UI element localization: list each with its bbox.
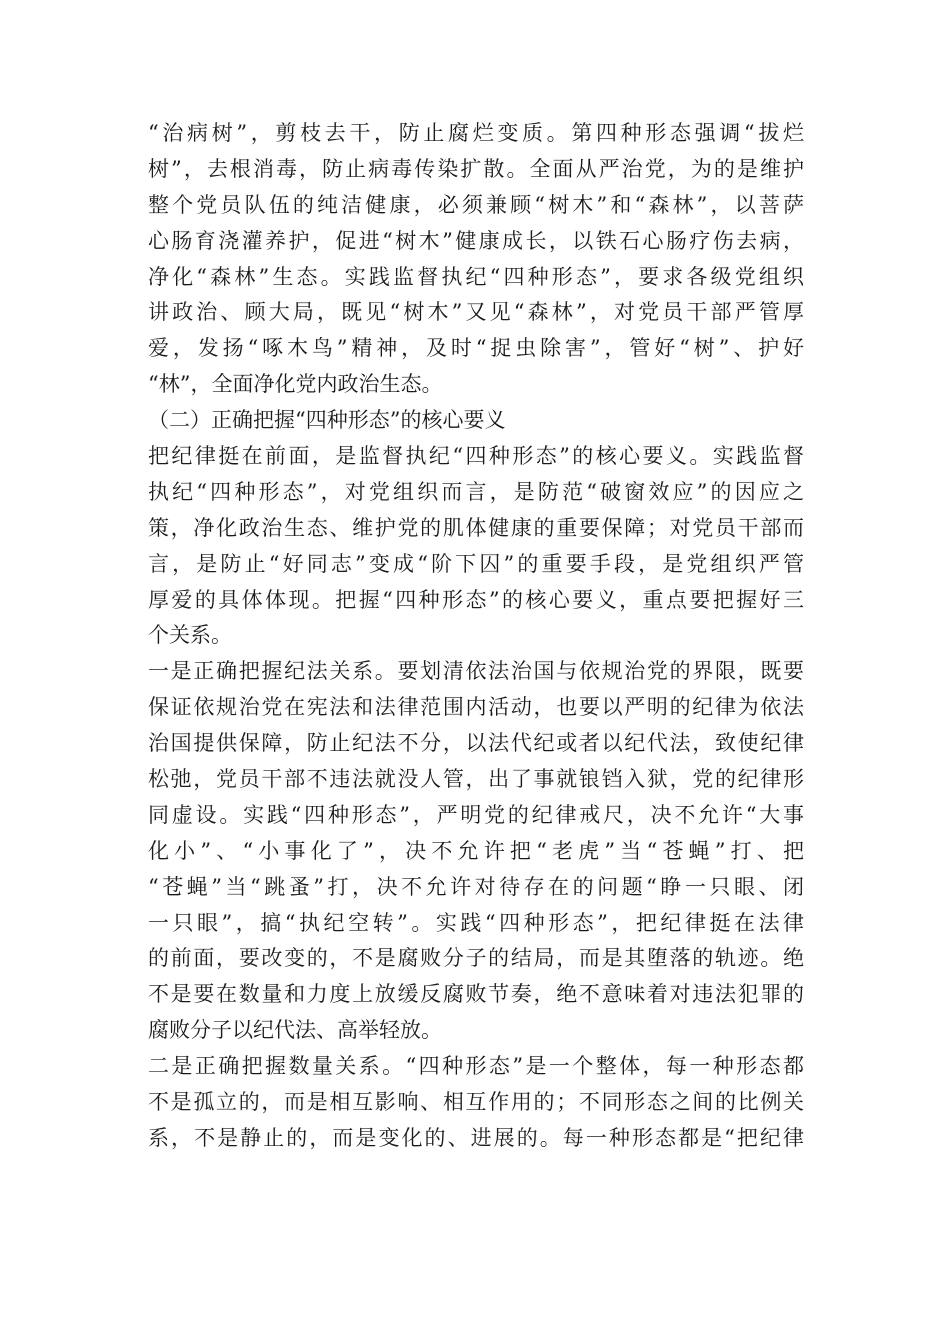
section-heading: （二）正确把握“四种形态”的核心要义 xyxy=(148,408,506,433)
text-line: 的前面，要改变的，不是腐败分子的结局，而是其堕落的轨迹。绝 xyxy=(148,946,804,971)
text-line: 把纪律挺在前面，是监督执纪“四种形态”的核心要义。实践监督 xyxy=(148,444,804,469)
text-line: 策，净化政治生态、维护党的肌体健康的重要保障；对党员干部而 xyxy=(148,515,804,540)
text-line: 松弛，党员干部不违法就没人管，出了事就锒铛入狱，党的纪律形 xyxy=(148,767,804,792)
text-line: 不是孤立的，而是相互影响、相互作用的；不同形态之间的比例关 xyxy=(148,1090,804,1115)
text-line: 一是正确把握纪法关系。要划清依法治国与依规治党的界限，既要 xyxy=(148,659,804,684)
text-line: 化小”、“小事化了”，决不允许把“老虎”当“苍蝇”打、把 xyxy=(148,838,804,863)
text-line: 执纪“四种形态”，对党组织而言，是防范“破窗效应”的因应之 xyxy=(148,479,804,504)
text-line: 净化“森林”生态。实践监督执纪“四种形态”，要求各级党组织 xyxy=(148,264,804,289)
text-line: 讲政治、顾大局，既见“树木”又见“森林”，对党员干部严管厚 xyxy=(148,300,804,325)
text-line: 同虚设。实践“四种形态”，严明党的纪律戒尺，决不允许“大事 xyxy=(148,802,804,827)
text-line: 系，不是静止的，而是变化的、进展的。每一种形态都是“把纪律 xyxy=(148,1125,804,1150)
text-line: 个关系。 xyxy=(148,623,232,648)
text-line: 厚爱的具体体现。把握“四种形态”的核心要义，重点要把握好三 xyxy=(148,587,804,612)
text-line: 心肠育浇灌养护，促进“树木”健康成长，以铁石心肠疗伤去病， xyxy=(148,228,804,253)
text-line: 腐败分子以纪代法、高举轻放。 xyxy=(148,1018,442,1043)
text-line: 不是要在数量和力度上放缓反腐败节奏，绝不意味着对违法犯罪的 xyxy=(148,982,804,1007)
text-line: 爱，发扬“啄木鸟”精神，及时“捉虫除害”，管好“树”、护好 xyxy=(148,336,804,361)
text-line: “治病树”，剪枝去干，防止腐烂变质。第四种形态强调“拔烂 xyxy=(148,121,804,145)
document-page xyxy=(148,116,804,1157)
text-line: 言，是防止“好同志”变成“阶下囚”的重要手段，是党组织严管 xyxy=(148,551,804,576)
text-line: 保证依规治党在宪法和法律范围内活动，也要以严明的纪律为依法 xyxy=(148,695,804,720)
text-line: “林”，全面净化党内政治生态。 xyxy=(148,372,443,397)
text-line: 树”，去根消毒，防止病毒传染扩散。全面从严治党，为的是维护 xyxy=(148,156,804,181)
text-line: 整个党员队伍的纯洁健康，必须兼顾“树木”和“森林”，以菩萨 xyxy=(148,192,804,217)
text-line: 二是正确把握数量关系。“四种形态”是一个整体，每一种形态都 xyxy=(148,1054,804,1079)
text-line: 一只眼”，搞“执纪空转”。实践“四种形态”，把纪律挺在法律 xyxy=(148,910,804,935)
text-line: “苍蝇”当“跳蚤”打，决不允许对待存在的问题“睁一只眼、闭 xyxy=(148,874,804,899)
text-line: 治国提供保障，防止纪法不分，以法代纪或者以纪代法，致使纪律 xyxy=(148,731,804,756)
